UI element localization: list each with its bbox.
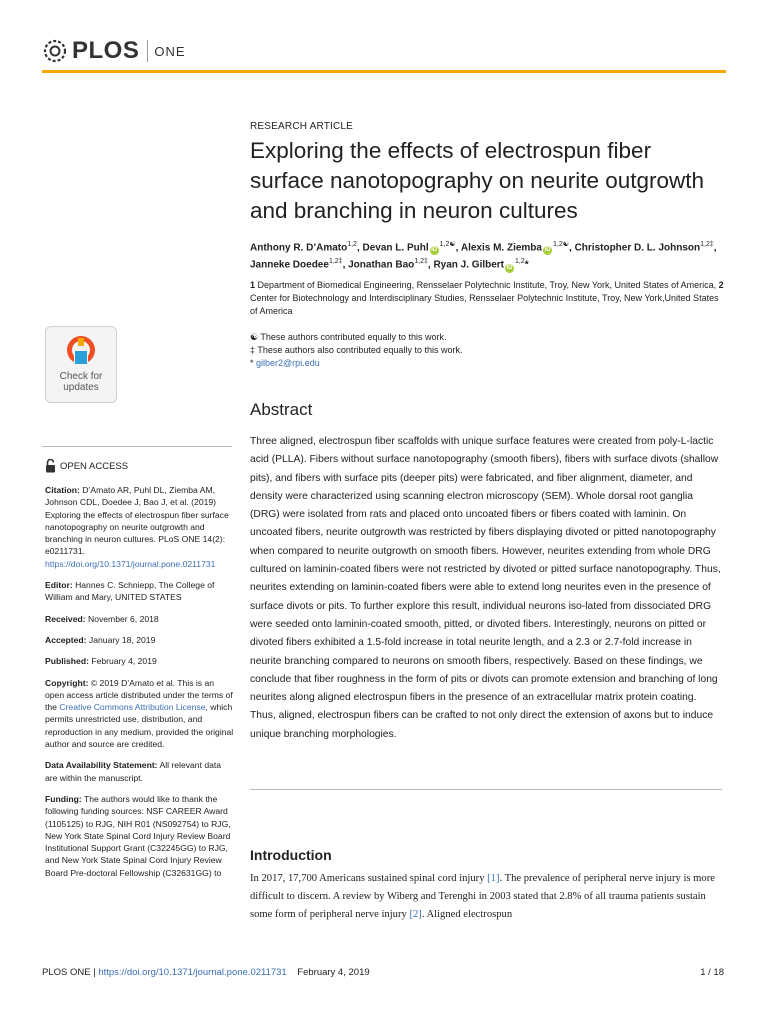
footer-doi-link[interactable]: https://doi.org/10.1371/journal.pone.0211731	[98, 967, 287, 978]
received-date: November 6, 2018	[85, 613, 159, 624]
affiliation-number: 1	[250, 280, 256, 290]
author-affiliation-marker: 1,2	[515, 258, 525, 266]
sidebar-divider	[42, 446, 232, 447]
received-label: Received:	[45, 613, 86, 624]
logo-plos-text: PLOS	[72, 37, 140, 64]
page-footer	[42, 967, 726, 978]
corresponding-email-line	[250, 357, 724, 370]
copyright-block	[45, 677, 235, 751]
open-access-text: OPEN ACCESS	[60, 460, 129, 472]
also-equal-contribution-note: ‡ These authors also contributed equally to this work.	[250, 344, 463, 355]
article-type: RESEARCH ARTICLE	[250, 121, 354, 132]
author-affiliation-marker: 1,2☯	[439, 241, 456, 248]
data-availability-label: Data Availability Statement:	[45, 760, 158, 771]
page-number: 1 / 18	[700, 967, 724, 978]
published-block	[45, 655, 235, 667]
author-name[interactable]: Anthony R. D’Amato	[250, 242, 348, 254]
editor-text: Hannes C. Schniepp, The College of William and Mary, UNITED STATES	[45, 580, 215, 603]
published-date: February 4, 2019	[88, 656, 157, 667]
corresponding-star: *	[524, 259, 529, 271]
plos-one-logo	[42, 34, 186, 68]
author-name[interactable]: Ryan J. Gilbert	[433, 259, 505, 271]
affiliation-text: Center for Biotechnology and Interdisciplinary Studies, Rensselaer Polytechnic Institute, Troy, New York,United States of America	[250, 292, 719, 316]
funding-label: Funding:	[45, 793, 82, 804]
copyright-text: , which permits unrestricted use, distribution, and reproduction in any medium, provided the original author and source are credited.	[45, 702, 234, 750]
funding-text: The authors would like to thank the following funding sources: NSF CAREER Award (1105125) to RJG, NIH R01 (NS092754) to RJG, New York State Spinal Cord Injury Review Board Institutional Support Grant (C32245GG) to RJG, and New York State Spinal Cord Injury Review Board Pre-doctoral Fellowship (C32631GG) to	[45, 793, 231, 878]
author-name[interactable]: Jonathan Bao	[348, 259, 415, 271]
author-affiliation-marker: 1,2‡	[328, 258, 343, 266]
intro-text-part: In 2017, 17,700 Americans sustained spinal cord injury	[250, 873, 488, 884]
check-updates-icon	[65, 334, 97, 366]
affiliations	[250, 279, 724, 317]
author-name[interactable]: Christopher D. L. Johnson	[574, 242, 701, 254]
author-affiliation-marker: 1,2‡	[414, 258, 428, 266]
logo-separator	[147, 40, 148, 62]
citation-doi-link[interactable]: https://doi.org/10.1371/journal.pone.0211731	[45, 558, 216, 569]
author-affiliation-marker: 1,2	[347, 241, 357, 248]
citation-block	[45, 484, 235, 570]
check-updates-label: Check for updates	[59, 371, 103, 393]
abstract-divider	[250, 789, 722, 790]
open-lock-icon	[45, 459, 56, 473]
citation-text: D’Amato AR, Puhl DL, Ziemba AM, Johnson CDL, Doedee J, Bao J, et al. (2019) Exploring the effects of electrospun fiber surface nanotopography on neurite outgrowth and branching in neuron cultures. PLoS ONE 14(2): e0211731.	[45, 485, 229, 557]
orcid-icon[interactable]: iD	[544, 247, 551, 254]
author-list: Anthony R. D’Amato$^{1,2}$, Devan L. Puhl $iD^{1,2☯}$, Alexis M. Ziemba $iD^{1,2☯}$, Christopher D. L. Johnson$^{1,2\ddagger}$, Janneke Doedee$^{1,2\ddagger}$, Jonathan Bao$^{1,2\ddagger}$, Ryan J. Gilbert iD$^{1,2}$*	[250, 241, 717, 271]
intro-text-part: . The prevalence of peripheral nerve injury is more difficult to discern. A review by Wiberg and Terenghi in 2003 stated that 2.8% of all trauma patients sustain some form of peripheral nerve injury	[250, 873, 715, 920]
orcid-icon[interactable]: iD	[506, 264, 513, 271]
corresponding-email-link[interactable]: gilber2@rpi.edu	[256, 357, 320, 368]
copyright-text: © 2019 D’Amato et al. This is an open access article distributed under the terms of the	[45, 677, 233, 713]
intro-text-part: . Aligned electrospun	[421, 909, 513, 920]
accepted-block	[45, 634, 235, 646]
footer-date: February 4, 2019	[297, 967, 370, 978]
introduction-body	[250, 870, 722, 924]
author-name[interactable]: Janneke Doedee	[250, 259, 329, 271]
accepted-date: January 18, 2019	[86, 634, 156, 645]
author-affiliation-marker: 1,2☯	[552, 241, 569, 248]
reference-link[interactable]: [1]	[487, 873, 500, 884]
author-notes	[250, 331, 724, 369]
affiliation-text: Department of Biomedical Engineering, Rensselaer Polytechnic Institute, Troy, New York, United States of America,	[257, 280, 717, 290]
editor-label: Editor:	[45, 580, 73, 591]
article-title: Exploring the effects of electrospun fiber surface nanotopography on neurite outgrowth and branching in neuron cultures	[250, 138, 705, 223]
article-metadata	[45, 484, 235, 888]
logo-one-text: ONE	[154, 43, 186, 59]
editor-block	[45, 579, 235, 604]
reference-link[interactable]: [2]	[409, 909, 422, 920]
author-affiliation-marker: 1,2‡	[700, 241, 714, 248]
footer-separator: |	[90, 967, 99, 978]
equal-contribution-note: ☯ These authors contributed equally to this work.	[250, 332, 447, 342]
received-block	[45, 613, 235, 625]
accepted-label: Accepted:	[45, 634, 87, 645]
author-name[interactable]: Devan L. Puhl	[362, 242, 429, 254]
abstract-body: Three aligned, electrospun fiber scaffolds with unique surface features were created from poly-L-lactic acid (PLLA). Fibers without surface nanotopography (smooth fibers), fibers with surface divots (shallow pits), and fibers with surface pits (deeper pits) were fabricated, and fiber alignment, diameter, and density were characterized using scanning electron microscopy (SEM). Whole dorsal root ganglia (DRG) were isolated from rats and placed onto uncoated fibers or fibers coated with laminin. On uncoated fibers, neurite outgrowth was restricted by fibers displaying divoted or pitted nanotopography when compared to neurite outgrowth on smooth fibers. However, neurites extending from whole DRG cultured on laminin-coated fibers were not restricted by divoted or pitted surface nanotopography. Thus, neurites extending on laminin-coated fibers were able to extend long neurites even in the presence of surface divots or pits. To further explore this result, individual neurons iso-lated from dissociated DRG were seeded onto laminin-coated smooth, pitted, or divoted fibers. Interestingly, neurons on pitted or divoted fibers exhibited a 1.5-fold increase in total neurite length, and a 2.3 or 2.7-fold increase in neurite branching compared to neurons on smooth fibers, respectively. Based on these findings, we conclude that fiber roughness in the form of pits or divots can promote extension and branching of long neurites along aligned electrospun fibers in the presence of an extracellular matrix protein coating. Thus, aligned, electrospun fibers can be crafted to not only direct the extension of axons but to induce unique branching morphologies.	[250, 436, 721, 740]
funding-block	[45, 793, 235, 879]
citation-label: Citation:	[45, 485, 80, 495]
abstract-heading: Abstract	[250, 400, 313, 419]
published-label: Published:	[45, 656, 89, 667]
introduction-heading: Introduction	[250, 847, 332, 863]
copyright-label: Copyright:	[45, 677, 89, 688]
check-for-updates-badge[interactable]	[45, 326, 117, 403]
plos-logo-icon	[42, 38, 68, 64]
license-link[interactable]: Creative Commons Attribution License	[59, 702, 206, 713]
data-availability-text: All relevant data are within the manuscript.	[45, 760, 222, 783]
orcid-icon[interactable]: iD	[431, 247, 438, 254]
affiliation-number: 2	[718, 280, 724, 290]
data-availability-block	[45, 759, 235, 784]
open-access-label	[45, 459, 128, 473]
header-rule	[42, 70, 726, 73]
corresponding-marker: *	[250, 357, 254, 368]
footer-journal: PLOS ONE	[42, 967, 91, 978]
author-name[interactable]: Alexis M. Ziemba	[460, 242, 542, 254]
